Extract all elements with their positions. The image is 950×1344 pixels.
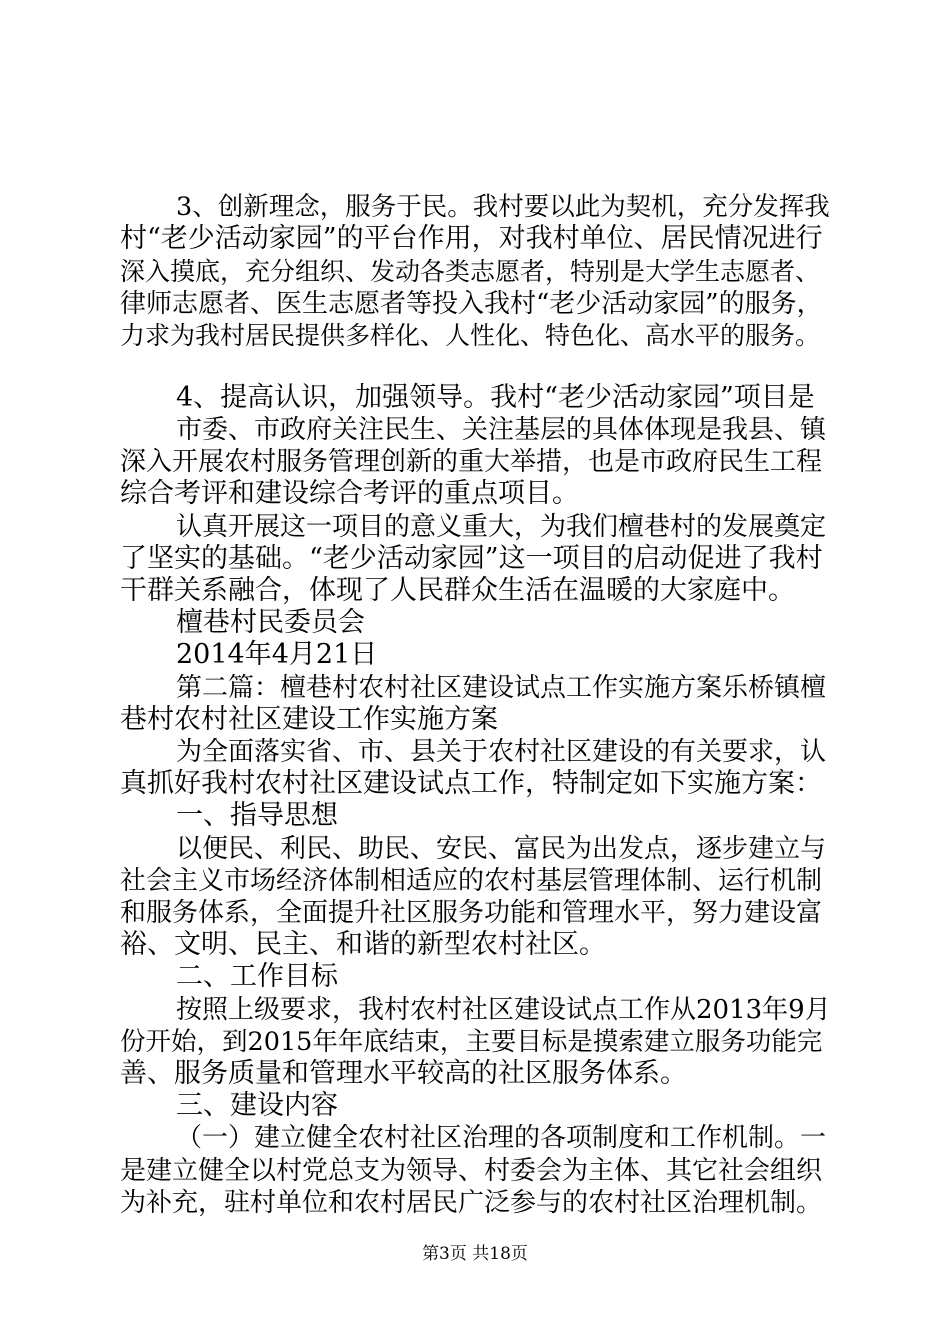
document-line: 市委、市政府关注民生、关注基层的具体体现是我县、镇 xyxy=(176,415,827,445)
document-line: 4、提高认识，加强领导。我村“老少活动家园”项目是 xyxy=(176,382,815,413)
document-line: 律师志愿者、医生志愿者等投入我村“老少活动家园”的服务， xyxy=(120,289,823,319)
document-line: （一）建立健全农村社区治理的各项制度和工作机制。一 xyxy=(176,1123,827,1153)
document-line: 综合考评和建设综合考评的重点项目。 xyxy=(120,478,579,509)
document-line: 为全面落实省、市、县关于农村社区建设的有关要求，认 xyxy=(176,737,827,767)
document-line: 是建立健全以村党总支为领导、村委会为主体、其它社会组织 xyxy=(120,1156,823,1186)
document-line: 真抓好我村农村社区建设试点工作，特制定如下实施方案： xyxy=(120,768,822,799)
document-line: 三、建设内容 xyxy=(176,1090,338,1121)
document-line: 巷村农村社区建设工作实施方案 xyxy=(120,704,498,735)
document-line: 第二篇：檀巷村农村社区建设试点工作实施方案乐桥镇檀 xyxy=(176,673,827,703)
page-footer: 第3页 共18页 xyxy=(422,1244,528,1264)
document-line: 认真开展这一项目的意义重大，为我们檀巷村的发展奠定 xyxy=(176,512,827,542)
document-line: 檀巷村民委员会 xyxy=(176,607,365,638)
document-line: 3、创新理念，服务于民。我村要以此为契机，充分发挥我 xyxy=(176,192,830,222)
document-line: 为补充，驻村单位和农村居民广泛参与的农村社区治理机制。 xyxy=(120,1188,823,1218)
document-line: 以便民、利民、助民、安民、富民为出发点，逐步建立与 xyxy=(176,834,827,864)
document-line: 裕、文明、民主、和谐的新型农村社区。 xyxy=(120,929,606,960)
document-line: 份开始，到2015年年底结束，主要目标是摸索建立服务功能完 xyxy=(120,1027,823,1057)
document-line: 力求为我村居民提供多样化、人性化、特色化、高水平的服务。 xyxy=(120,321,821,350)
document-line: 干群关系融合，体现了人民群众生活在温暖的大家庭中。 xyxy=(120,575,795,606)
document-line: 社会主义市场经济体制相适应的农村基层管理体制、运行机制 xyxy=(120,866,823,896)
document-line: 善、服务质量和管理水平较高的社区服务体系。 xyxy=(120,1058,687,1089)
document-line: 了坚实的基础。“老少活动家园”这一项目的启动促进了我村 xyxy=(120,543,823,574)
document-line: 深入摸底，充分组织、发动各类志愿者，特别是大学生志愿者、 xyxy=(120,257,821,286)
document-line: 深入开展农村服务管理创新的重大举措，也是市政府民生工程 xyxy=(120,447,823,477)
document-line: 村“老少活动家园”的平台作用，对我村单位、居民情况进行 xyxy=(120,223,823,254)
document-line: 2014年4月21日 xyxy=(176,639,378,670)
document-line: 按照上级要求，我村农村社区建设试点工作从2013年9月 xyxy=(176,995,831,1025)
document-line: 和服务体系，全面提升社区服务功能和管理水平，努力建设富 xyxy=(120,898,823,928)
document-line: 二、工作目标 xyxy=(176,961,338,992)
document-line: 一、指导思想 xyxy=(176,800,338,831)
